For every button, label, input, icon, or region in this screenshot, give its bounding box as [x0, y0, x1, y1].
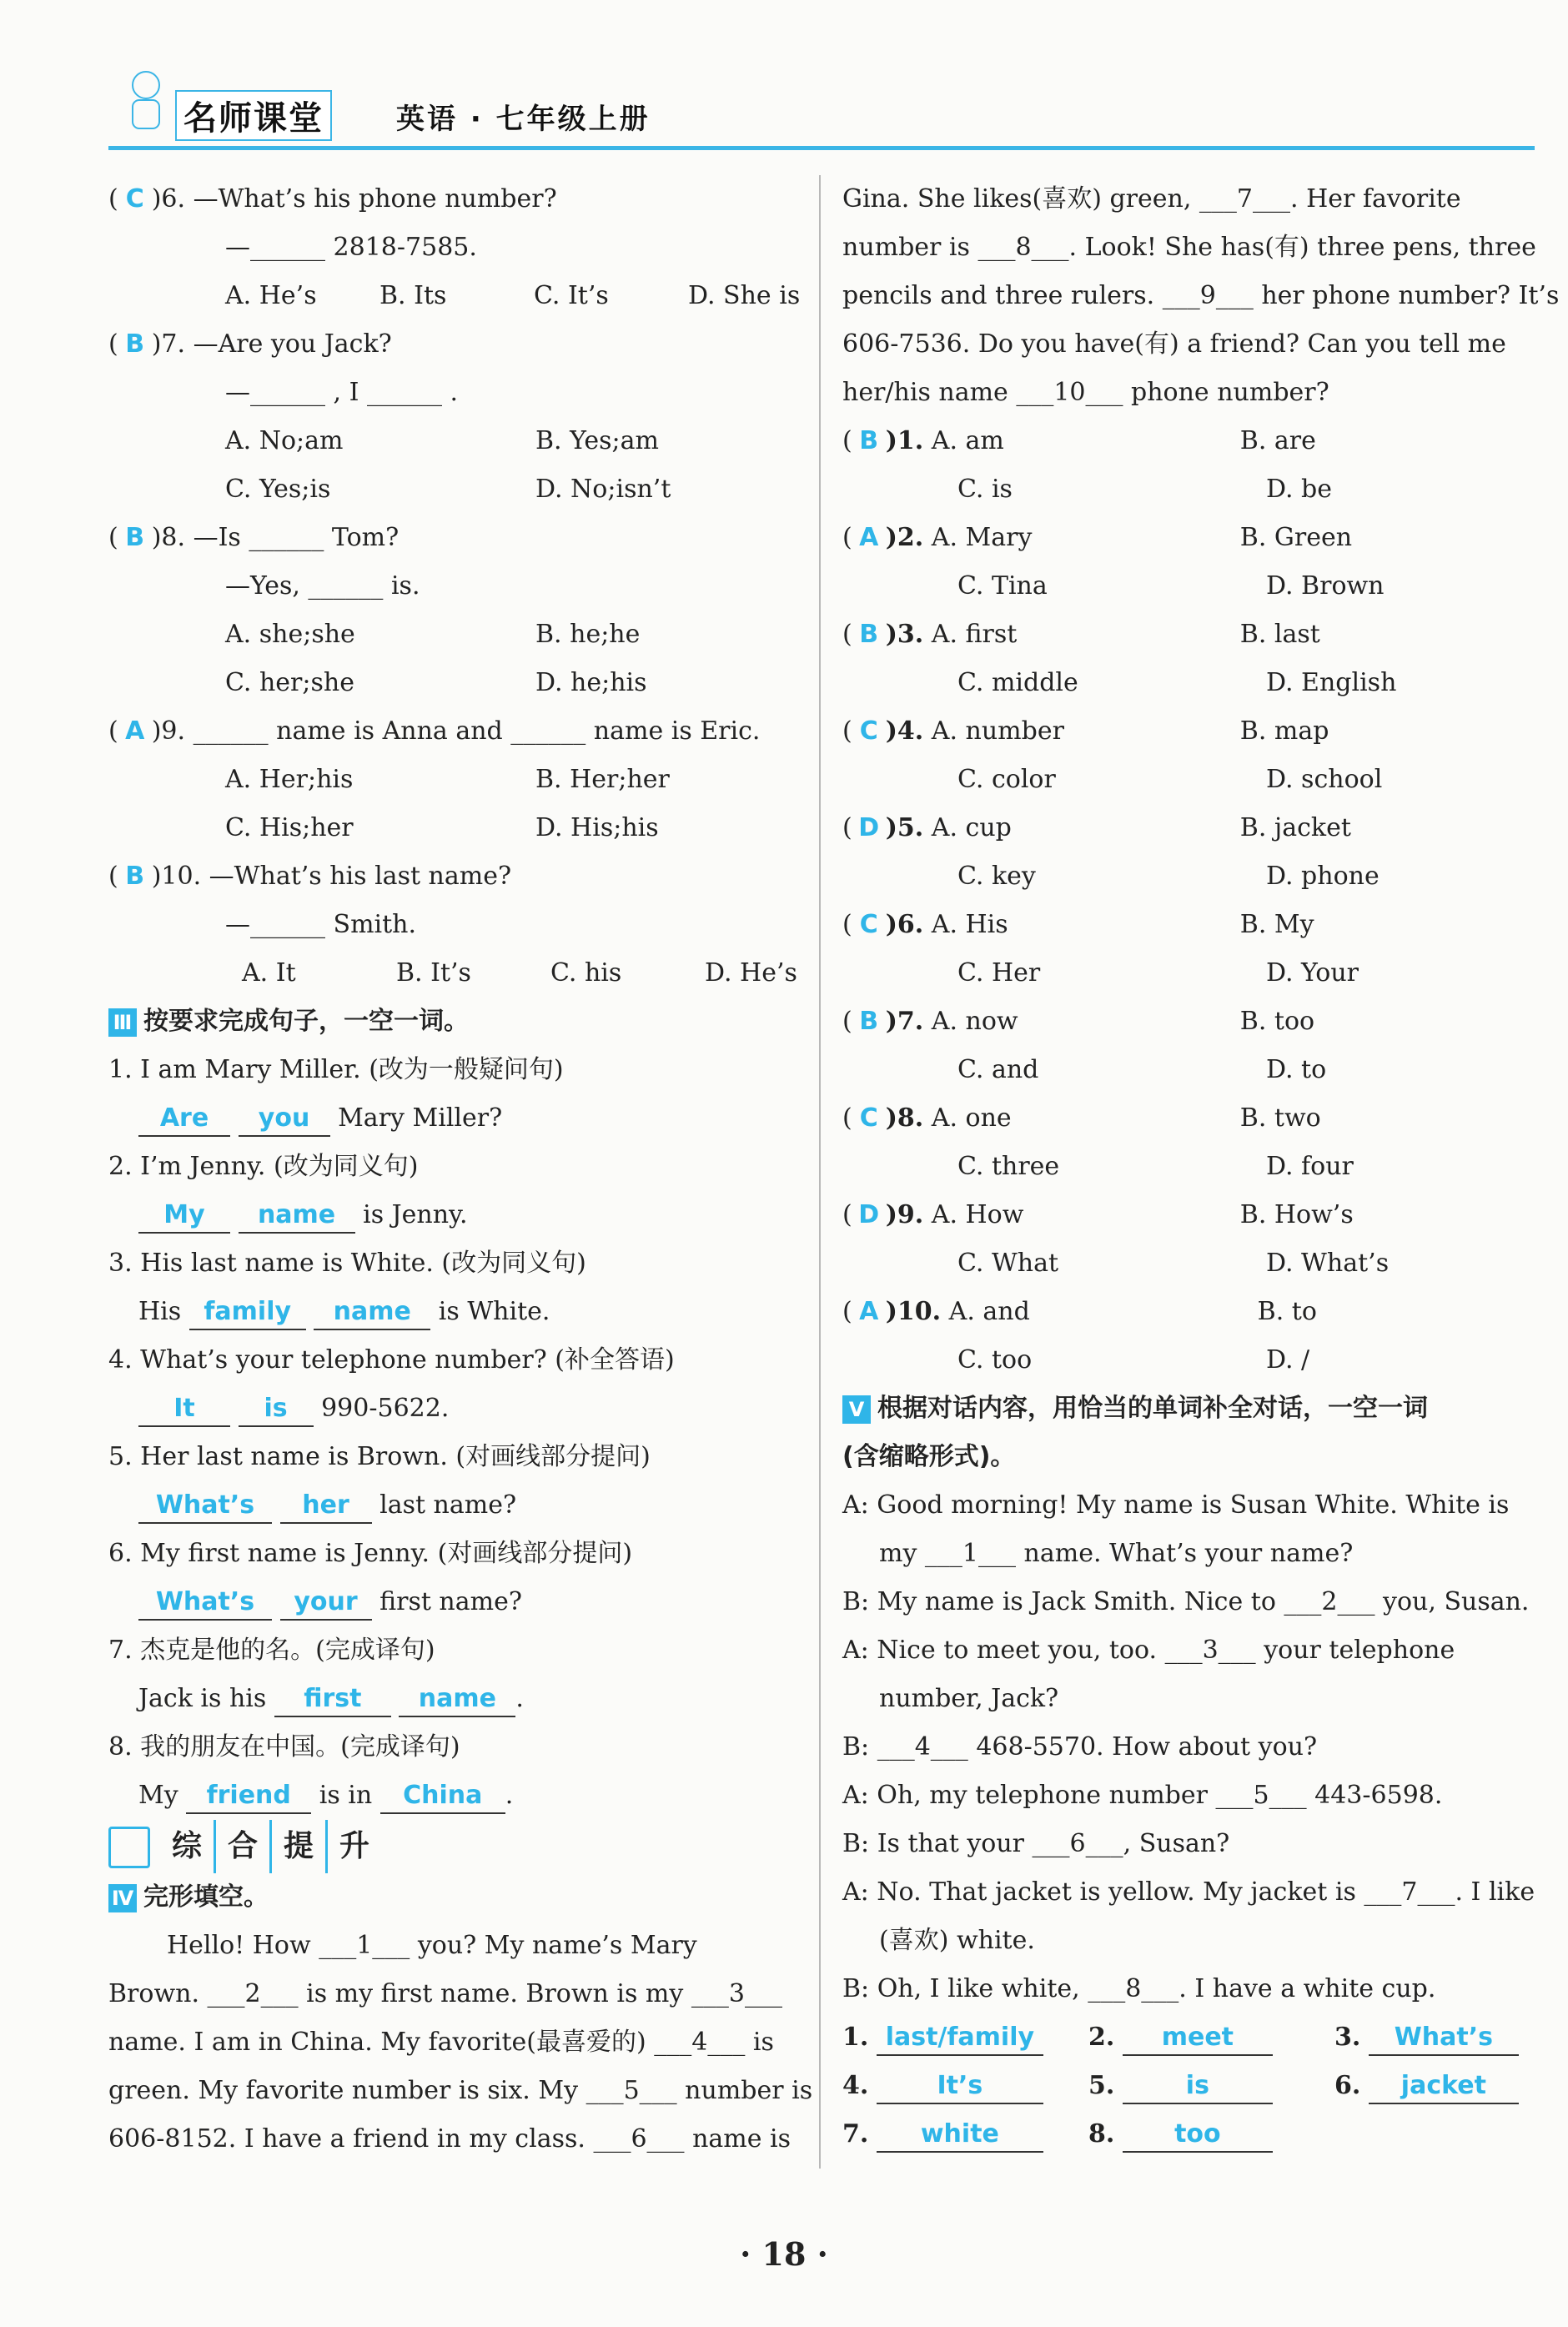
section-3-title: Ⅲ 按要求完成句子，一空一词。 — [108, 998, 801, 1046]
answer: A — [859, 1297, 879, 1326]
answer: B — [859, 1007, 879, 1036]
answer: C — [859, 1103, 878, 1133]
cloze-item: ( C )8. A. one B. two — [842, 1094, 1535, 1143]
answer: B — [859, 620, 879, 649]
cloze-item: ( C )4. A. number B. map — [842, 707, 1535, 756]
cloze-item: ( B )7. A. now B. too — [842, 998, 1535, 1046]
answer: B — [125, 329, 145, 359]
right-column: Gina. She likes(喜欢) green, ___7___. Her favorite number is ___8___. Look! She has(有) three pens, three pencils and three rulers. ___9___ her phone number? It’s 606-7536. Do you have(有) a friend? Can you tell me her/his name ___10___ phone number? ( B )1. A. am B. are C. is D. be ( A )2. A. Mary B. Green C. Tina D. Brown ( B )3. A. first B. last C. middle D. English ( C )4. A. number B. map C. color D. school ( D )5. A. cup B. jacket C. key D. phone ( C )6. A. His B. My C. Her D. Your ( B )7. A. now B. too C. and D. to ( C )8. A. one B. two C. three D. four ( D )9. A. How B. How’s C. What D. What’s ( A )10. A. and B. to C. too D. / Ⅴ 根据对话内容，用恰当的单词补全对话，一空一词 (含缩略形式)。 A: Good morning! My name is Susan White. White is my ___1___ name. What’s your name? B: My name is Jack Smith. Nice to ___2___ you, Susan. A: Nice to meet you, too. ___3___ your telephone number, Jack? B: ___4___ 468-5570. How about you? A: Oh, my telephone number ___5___ 443-6598. B: Is that your ___6___, Susan? A: No. That jacket is yellow. My jacket is ___7___. I like (喜欢) white. B: Oh, I like white, ___8___. I have a white cup. 1. last/family 2. meet 3. What’s 4. It’s 5. is 6. jacket 7. white 8. too — [842, 175, 1535, 2159]
brand-title: 名师课堂 — [175, 90, 332, 141]
answer: A — [125, 716, 145, 746]
cloze-item: ( D )9. A. How B. How’s — [842, 1191, 1535, 1239]
page-header — [108, 50, 1535, 150]
answer: C — [125, 184, 144, 214]
cloze-item: ( A )10. A. and B. to — [842, 1288, 1535, 1336]
mascot-icon — [121, 67, 171, 133]
cloze-item: ( B )3. A. first B. last — [842, 611, 1535, 659]
answer: D — [858, 1200, 880, 1229]
cloze-item: ( A )2. A. Mary B. Green — [842, 514, 1535, 562]
cloze-item: ( B )1. A. am B. are — [842, 417, 1535, 465]
section-big-title: 综 合 提 升 — [108, 1820, 801, 1873]
answer: A — [859, 523, 879, 552]
section-4-title: Ⅳ 完形填空。 — [108, 1873, 801, 1922]
question-8: ( B )8. —Is ______ Tom? — [108, 514, 801, 562]
answer: B — [125, 523, 145, 552]
question-6: ( C )6. —What’s his phone number? — [108, 175, 801, 224]
cloze-item: ( D )5. A. cup B. jacket — [842, 804, 1535, 852]
question-9: ( A )9. ______ name is Anna and ______ name is Eric. — [108, 707, 801, 756]
notebook-icon — [108, 1827, 150, 1868]
section-5-title: Ⅴ 根据对话内容，用恰当的单词补全对话，一空一词 — [842, 1385, 1535, 1433]
answer-row-1: 1. last/family 2. meet 3. What’s — [842, 2013, 1535, 2062]
column-divider — [819, 175, 821, 2169]
subject-title: 英语 · 七年级上册 — [396, 103, 651, 136]
answer-row-3: 7. white 8. too — [842, 2110, 1535, 2159]
question-7: ( B )7. —Are you Jack? — [108, 320, 801, 369]
answer: B — [125, 862, 145, 891]
cloze-options: ( B )1. A. am B. are C. is D. be ( A )2. A. Mary B. Green C. Tina D. Brown ( B )3. A. first B. last C. middle D. English ( C )4. A. number B. map C. color D. school ( D )5. A. cup B. jacket C. key D. phone ( C )6. A. His B. My C. Her D. Your ( B )7. A. now B. too C. and D. to ( C )8. A. one B. two C. three D. four ( D )9. A. How B. How’s C. What D. What’s ( A )10. A. and B. to C. too D. / — [842, 417, 1535, 1385]
page-number: · 18 · — [740, 2235, 828, 2273]
question-10: ( B )10. —What’s his last name? — [108, 852, 801, 901]
left-column: ( C )6. —What’s his phone number? —______ 2818-7585. A. He’s B. Its C. It’s D. She is ( B )7. —Are you Jack? —______ , I ______ . A. No;am B. Yes;am C. Yes;is D. No;isn’t ( B )8. —Is ______ Tom? —Yes, ______ is. A. she;she B. he;he C. her;she D. he;his ( A )9. ______ name is Anna and ______ name is Eric. A. Her;his B. Her;her C. His;her D. His;his ( B )10. —What’s his last name? —______ Smith. A. It B. It’s C. his D. He’s Ⅲ 按要求完成句子，一空一词。 1. I am Mary Miller. (改为一般疑问句) Are you Mary Miller? 2. I’m Jenny. (改为同义句) My name is Jenny. 3. His last name is White. (改为同义句) His family name is White. 4. What’s your telephone number? (补全答语) It is 990-5622. 5. Her last name is Brown. (对画线部分提问) What’s her last name? 6. My first name is Jenny. (对画线部分提问) What’s your first name? 7. 杰克是他的名。(完成译句) Jack is his first name . 8. 我的朋友在中国。(完成译句) My friend is in China . 综 合 提 升 Ⅳ 完形填空。 Hello! How ___1___ you? My name’s Mary Brown. ___2___ is my first name. Brown is my ___3___ name. I am in China. My favorite(最喜爱的) ___4___ is green. My favorite number is six. My ___5___ number is 606-8152. I have a friend in my class. ___6___ name is — [108, 175, 801, 2164]
answer: C — [859, 910, 878, 939]
answer: B — [859, 426, 879, 455]
cloze-item: ( C )6. A. His B. My — [842, 901, 1535, 949]
answer-row-2: 4. It’s 5. is 6. jacket — [842, 2062, 1535, 2110]
answer: D — [858, 813, 880, 842]
options: A. He’s B. Its C. It’s D. She is — [225, 281, 801, 310]
answer: C — [859, 716, 878, 746]
